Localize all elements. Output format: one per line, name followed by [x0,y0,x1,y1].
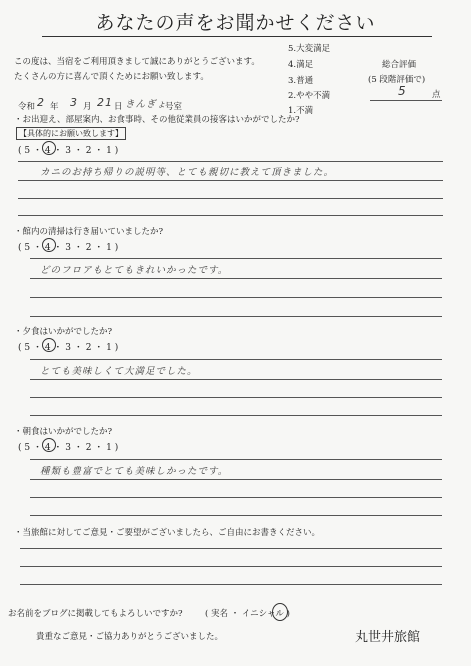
q2-line-4 [30,316,442,317]
q1-scale: ( 5 ・ 4 ・ 3 ・ 2 ・ 1 ) [18,146,119,156]
q2-scale: ( 5 ・ 4 ・ 3 ・ 2 ・ 1 ) [18,243,119,253]
legend-1: 1.不満 [288,106,314,116]
q4-question: ・朝食はいかがでしたか? [14,427,113,437]
date-year-unit: 年 [50,102,59,112]
overall-score: 5 [398,84,407,98]
q2-question: ・館内の清掃は行き届いていましたか? [14,227,164,237]
overall-score-line [370,100,442,101]
overall-unit: 点 [432,90,441,100]
q4-line-3 [30,497,442,498]
date-month-unit: 月 [83,102,92,112]
q1-line-2 [18,180,443,181]
q1-selected-circle [42,141,56,155]
q5-line-1 [20,548,442,549]
q3-line-3 [30,397,442,398]
q2-line-2 [30,278,442,279]
intro-line-1: この度は、当宿をご利用頂きまして誠にありがとうございます。 [14,57,260,67]
q3-question: ・夕食はいかがでしたか? [14,327,113,337]
thanks-message: 貴重なご意見・ご協力ありがとうございました。 [36,632,224,642]
legend-5: 5.大変満足 [288,44,331,54]
date-year: 2 [37,96,45,109]
q5-question: ・当旅館に対してご意見・ご要望がございましたら、ご自由にお書きください。 [14,528,321,538]
room-name: きんぎょ [125,99,168,110]
q1-request-box: 【具体的にお願い致します】 [16,127,126,140]
page-title: あなたの声をお聞かせください [95,12,376,34]
q4-answer: 種類も豊富でとても美味しかったです。 [40,466,229,477]
q3-line-2 [30,379,442,380]
overall-sub: (5 段階評価で) [368,75,426,85]
q1-question: ・お出迎え、部屋案内、お食事時、その他従業員の接客はいかがでしたか? [14,115,300,125]
inn-name: 丸世井旅館 [355,630,421,645]
q1-answer: カニのお持ち帰りの説明等、とても親切に教えて頂きました。 [40,167,335,178]
q4-selected-circle [42,438,56,452]
q5-line-3 [20,584,442,585]
room-unit: 号室 [165,102,183,112]
q4-line-1 [30,459,442,460]
blog-consent-options: ( 実名 ・ イニシャル ) [205,609,290,619]
q3-scale: ( 5 ・ 4 ・ 3 ・ 2 ・ 1 ) [18,343,119,353]
q5-line-2 [20,566,442,567]
legend-3: 3.普通 [288,76,314,86]
date-month: 3 [70,96,78,109]
blog-consent-selected-circle [272,603,288,621]
q1-line-1 [18,161,443,162]
q3-line-1 [30,359,442,360]
overall-label: 総合評価 [382,60,417,70]
intro-line-2: たくさんの方に喜んで頂くためにお願い致します。 [14,72,209,82]
q2-selected-circle [42,238,56,252]
q1-line-4 [18,215,443,216]
q3-answer: とても美味しくて大満足でした。 [40,366,198,377]
q4-line-4 [30,515,442,516]
q4-line-2 [30,479,442,480]
q2-line-1 [30,258,442,259]
date-era: 令和 [18,102,36,112]
date-day: 21 [97,96,113,109]
q2-answer: どのフロアもとてもきれいかったです。 [40,265,229,276]
title-underline [42,36,432,37]
q1-line-3 [18,198,443,199]
date-day-unit: 日 [114,102,123,112]
q2-line-3 [30,297,442,298]
q3-line-4 [30,415,442,416]
blog-consent-question: お名前をブログに掲載してもよろしいですか? [8,609,183,619]
q4-scale: ( 5 ・ 4 ・ 3 ・ 2 ・ 1 ) [18,443,119,453]
q3-selected-circle [42,338,56,352]
legend-2: 2.やや不満 [288,91,331,101]
legend-4: 4.満足 [288,60,314,70]
